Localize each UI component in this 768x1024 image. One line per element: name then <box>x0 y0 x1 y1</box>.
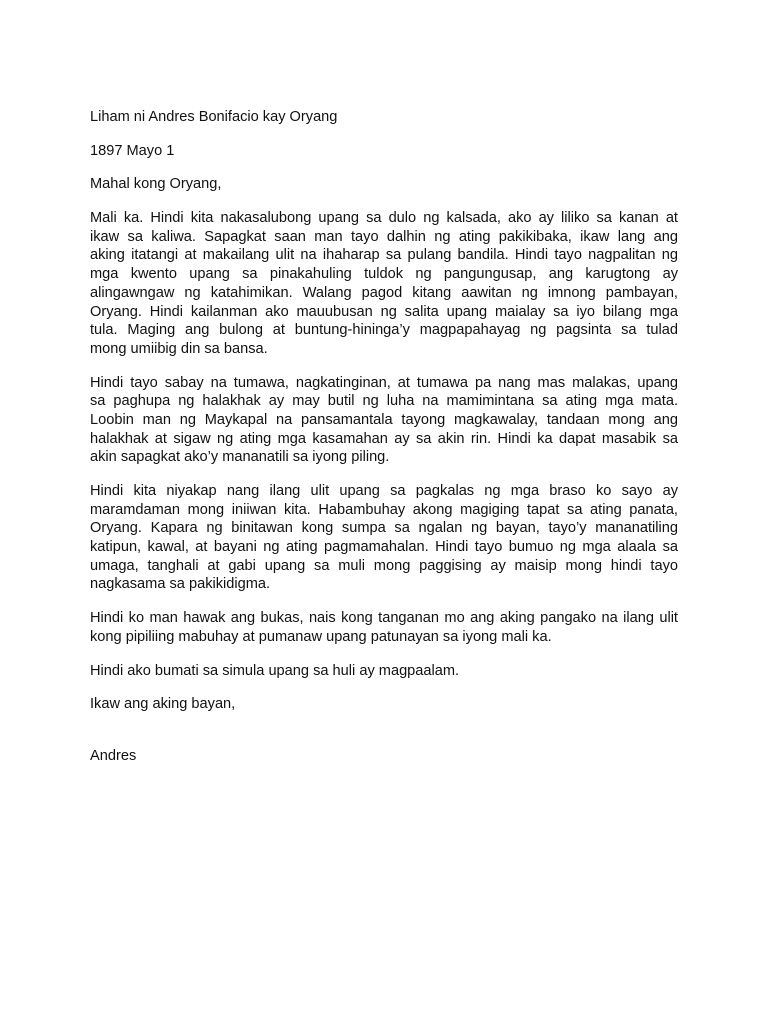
paragraph-line: maramdaman mong iniiwan kita. Habambuhay akong magiging tapat sa ating panata, <box>90 501 678 518</box>
letter-title: Liham ni Andres Bonifacio kay Oryang <box>90 109 338 125</box>
paragraph-line: nagkasama sa pakikidigma. <box>90 576 271 593</box>
signature: Andres <box>90 747 137 764</box>
paragraph-2 <box>90 374 678 467</box>
paragraph-line: Hindi ko man hawak ang bukas, nais kong tanganan mo ang aking pangako na ilang ulit <box>90 610 678 627</box>
paragraph-line: ikaw sa kaliwa. Sapagkat saan man tayo dalhin ng ating pakikibaka, ikaw lang ang <box>90 228 678 245</box>
paragraph-line: Hindi kita niyakap nang ilang ulit upang sa pagkalas ng mga braso ko sayo ay <box>90 483 678 500</box>
paragraph-line: Hindi tayo sabay na tumawa, nagkatinginan, at tumawa pa nang mas malakas, upang <box>90 374 678 391</box>
letter-date: 1897 Mayo 1 <box>90 142 175 159</box>
paragraph-line: alingawngaw ng katahimikan. Walang pagod kitang aawitan ng imnong pambayan, <box>90 284 678 301</box>
paragraph-line: Oryang. Hindi kailanman ako mauubusan ng salita upang maialay sa iyo bilang mga <box>90 303 678 320</box>
paragraph-line: tula. Maging ang bulong at buntung-hininga’y magpapahayag ng pagsinta sa tulad <box>90 322 678 339</box>
paragraph-line: sa paghupa ng halakhak ay may butil ng luha na mamimintana sa ating mga mata. <box>90 393 678 410</box>
letter-salutation: Mahal kong Oryang, <box>90 176 222 193</box>
closing-line: Hindi ako bumati sa simula upang sa huli ay magpaalam. <box>90 662 460 679</box>
paragraph-line: mga kwento upang sa pinakahuling tuldok ng pangungusap, ang karugtong ay <box>90 266 678 283</box>
paragraph-line: aking itatangi at makailang ulit na ihaharap sa pulang bandila. Hindi tayo nagpalitan ng <box>90 247 678 264</box>
signature-spacer <box>90 729 678 747</box>
paragraph-4 <box>90 609 678 646</box>
paragraph-line: umaga, tanghali at gabi upang sa muli mong paggising ay maisip mong hindi tayo <box>90 557 678 574</box>
letter-page <box>90 108 678 781</box>
valediction: Ikaw ang aking bayan, <box>90 696 236 713</box>
paragraph-line: katipun, kawal, at bayani ng ating pagmamahalan. Hindi tayo bumuo ng mga alaala sa <box>90 539 678 556</box>
paragraph-line: Mali ka. Hindi kita nakasalubong upang sa dulo ng kalsada, ako ay liliko sa kanan at <box>90 210 678 227</box>
paragraph-line: Loobin man ng Maykapal na pansamantala tayong magkawalay, tandaan mong ang <box>90 411 678 428</box>
paragraph-1 <box>90 209 678 359</box>
paragraph-line: Oryang. Kapara ng binitawan kong sumpa sa ngalan ng bayan, tayo’y mananatiling <box>90 520 678 537</box>
paragraph-3 <box>90 482 678 594</box>
paragraph-line: akin sapagkat ako’y mananatili sa iyong piling. <box>90 449 390 466</box>
paragraph-line: kong pipiliing mabuhay at pumanaw upang patunayan sa iyong mali ka. <box>90 628 552 645</box>
paragraph-line: mong umiibig din sa bansa. <box>90 340 268 357</box>
paragraph-line: halakhak at sigaw ng ating mga kasamahan ay sa akin rin. Hindi ka dapat masabik sa <box>90 430 678 447</box>
